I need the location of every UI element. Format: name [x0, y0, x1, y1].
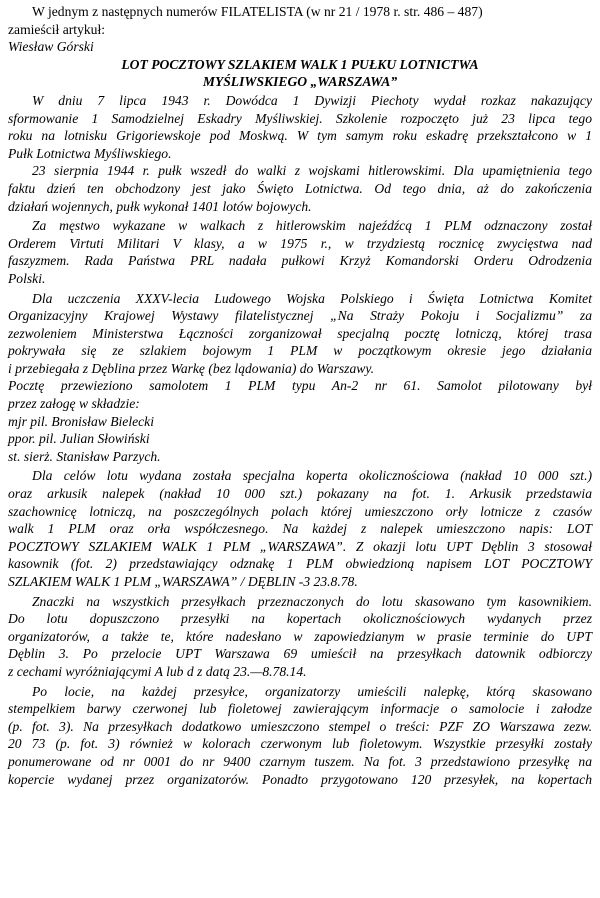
- text-line: i przebiegała z Dęblina przez Warkę (bez lądowania) do Warszawy.: [8, 360, 375, 376]
- text-line: przez załogę w składzie:: [8, 396, 140, 412]
- text-line: Dla uczczenia XXXV-lecia Ludowego Wojska Polskiego i Święta Lotnictwa Komitet: [32, 290, 592, 306]
- text-line: Znaczki na wszystkich przesyłkach przeznaczonych do lotu skasowano tym kasownikiem.: [32, 593, 592, 609]
- text-line: Po locie, na każdej przesyłce, organizatorzy umieścili nalepkę, którą skasowano: [32, 683, 592, 699]
- text-line: W dniu 7 lipca 1943 r. Dowódca 1 Dywizji Piechoty wydał rozkaz nakazujący: [32, 92, 592, 108]
- text-line: POCZTOWY SZLAKIEM WALK 1 PLM „WARSZAWA”. Z okazji lotu UPT Dęblin 3 stosował: [8, 538, 592, 554]
- crew-member: mjr pil. Bronisław Bielecki: [8, 413, 154, 429]
- article-title-line-2: MYŚLIWSKIEGO „WARSZAWA”: [202, 74, 398, 90]
- paragraph-6: [8, 467, 592, 590]
- text-line: (p. fot. 3). Na przesyłkach dodatkowo umieszczono stempel o treści: PZF ZO Warszawa zezw.: [8, 718, 592, 734]
- text-line: 20 73 (p. fot. 3) również w kolorach czerwonym lub fioletowym. Wszystkie przesyłki zostały: [8, 736, 592, 752]
- text-line: działań wojennych, pułk wykonał 1401 lotów bojowych.: [8, 198, 312, 214]
- crew-member: st. sierż. Stanisław Parzych.: [8, 448, 161, 464]
- intro-line-1: W jednym z następnych numerów FILATELISTA (w nr 21 / 1978 r. str. 486 – 487): [32, 4, 483, 19]
- intro-line-2: zamieścił artykuł:: [8, 21, 106, 37]
- paragraph-2: [8, 162, 592, 215]
- crew-member: ppor. pil. Julian Słowiński: [8, 431, 150, 447]
- text-line: ponumerowane od nr 0001 do nr 9400 czarnym tuszem. Na fot. 3 przedstawiono przesyłkę na: [8, 753, 592, 769]
- text-line: Pocztę przewieziono samolotem 1 PLM typu An-2 nr 61. Samolot pilotowany był: [8, 378, 592, 394]
- paragraph-7: [8, 593, 592, 681]
- text-line: SZLAKIEM WALK 1 PLM „WARSZAWA” / DĘBLIN -3 23.8.78.: [8, 574, 358, 589]
- text-line: 23 sierpnia 1944 r. pułk wszedł do walki z wojskami hitlerowskimi. Dla upamiętnienia tego: [32, 163, 592, 179]
- text-line: faktu dzień ten obchodzony jest jako Święto Lotnictwa. Od tego dnia, aż do zakończenia: [8, 180, 592, 196]
- text-line: Pułk Lotnictwa Myśliwskiego.: [8, 145, 172, 161]
- paragraph-1: [8, 92, 592, 162]
- text-line: organizatorów, a także te, które nadesłano w zapowiedzianym w prasie terminie do UPT: [8, 628, 592, 644]
- paragraph-5: [8, 377, 592, 465]
- paragraph-3: [8, 217, 592, 287]
- text-line: walk 1 PLM oraz orła współczesnego. Na każdej z nalepek umieszczono napis: LOT: [8, 521, 592, 537]
- text-line: szachownicę lotniczą, na poszczególnych polach której umieszczono orły lotnicze z czasów: [8, 503, 592, 519]
- paragraph-8: [8, 683, 592, 789]
- text-line: Organizacyjny Krajowej Wystawy filatelistycznej „Na Straży Pokoju i Socjalizmu” za: [8, 308, 592, 324]
- text-line: Do lotu dopuszczono przesyłki na kopertach okolicznościowych wydanych przez: [8, 611, 592, 627]
- article-title-line-1: LOT POCZTOWY SZLAKIEM WALK 1 PUŁKU LOTNICTWA: [121, 56, 479, 72]
- text-line: zezwoleniem Ministerstwa Łączności zorganizował specjalną pocztę lotniczą, której trasa: [8, 325, 592, 341]
- text-line: kopercie wydanej przez organizatorów. Ponadto przygotowano 120 przesyłek, na kopertach: [8, 771, 592, 787]
- text-line: Dęblin 3. Po przelocie UPT Warszawa 69 umieścił na przesyłkach datownik odbiorczy: [8, 646, 592, 662]
- author-name: Wiesław Górski: [8, 39, 94, 55]
- text-line: stempelkiem barwy czerwonej lub fioletowej zawierającym informacje o samolocie i załodze: [8, 701, 592, 717]
- paragraph-4: [8, 290, 592, 378]
- text-line: sformowanie 1 Samodzielnej Eskadry Myśliwskiej. Szkolenie rozpoczęto już 23 lipca tego: [8, 110, 592, 126]
- text-line: Orderem Virtuti Militari V klasy, a w 1975 r., w trzydziestą rocznicę zwycięstwa nad: [8, 235, 592, 251]
- text-line: Za męstwo wykazane w walkach z hitlerowskim najeźdźcą 1 PLM odznaczony został: [32, 218, 592, 234]
- text-line: kasownik (fot. 2) przedstawiający odznakę 1 PLM obwiedzioną napisem LOT POCZTOWY: [8, 556, 592, 572]
- text-line: Polski.: [8, 270, 46, 286]
- text-line: roku na lotnisku Grigoriewskoje pod Moskwą. W tym samym roku eskadrę przekształcono w 1: [8, 128, 592, 144]
- text-line: pokrywała się ze szlakiem bojowym 1 PLM w początkowym okresie jego działania: [8, 343, 592, 359]
- text-line: oraz arkusik nalepek (nakład 10 000 szt.) pokazany na fot. 1. Arkusik przedstawia: [8, 486, 592, 502]
- text-line: Dla celów lotu wydana została specjalna koperta okolicznościowa (nakład 10 000 szt.): [32, 468, 592, 484]
- text-line: faszyzmem. Rada Państwa PRL nadała pułkowi Krzyż Komandorski Orderu Odrodzenia: [8, 253, 592, 269]
- text-line: z cechami wyróżniającymi A lub d z datą 23.—8.78.14.: [8, 663, 307, 679]
